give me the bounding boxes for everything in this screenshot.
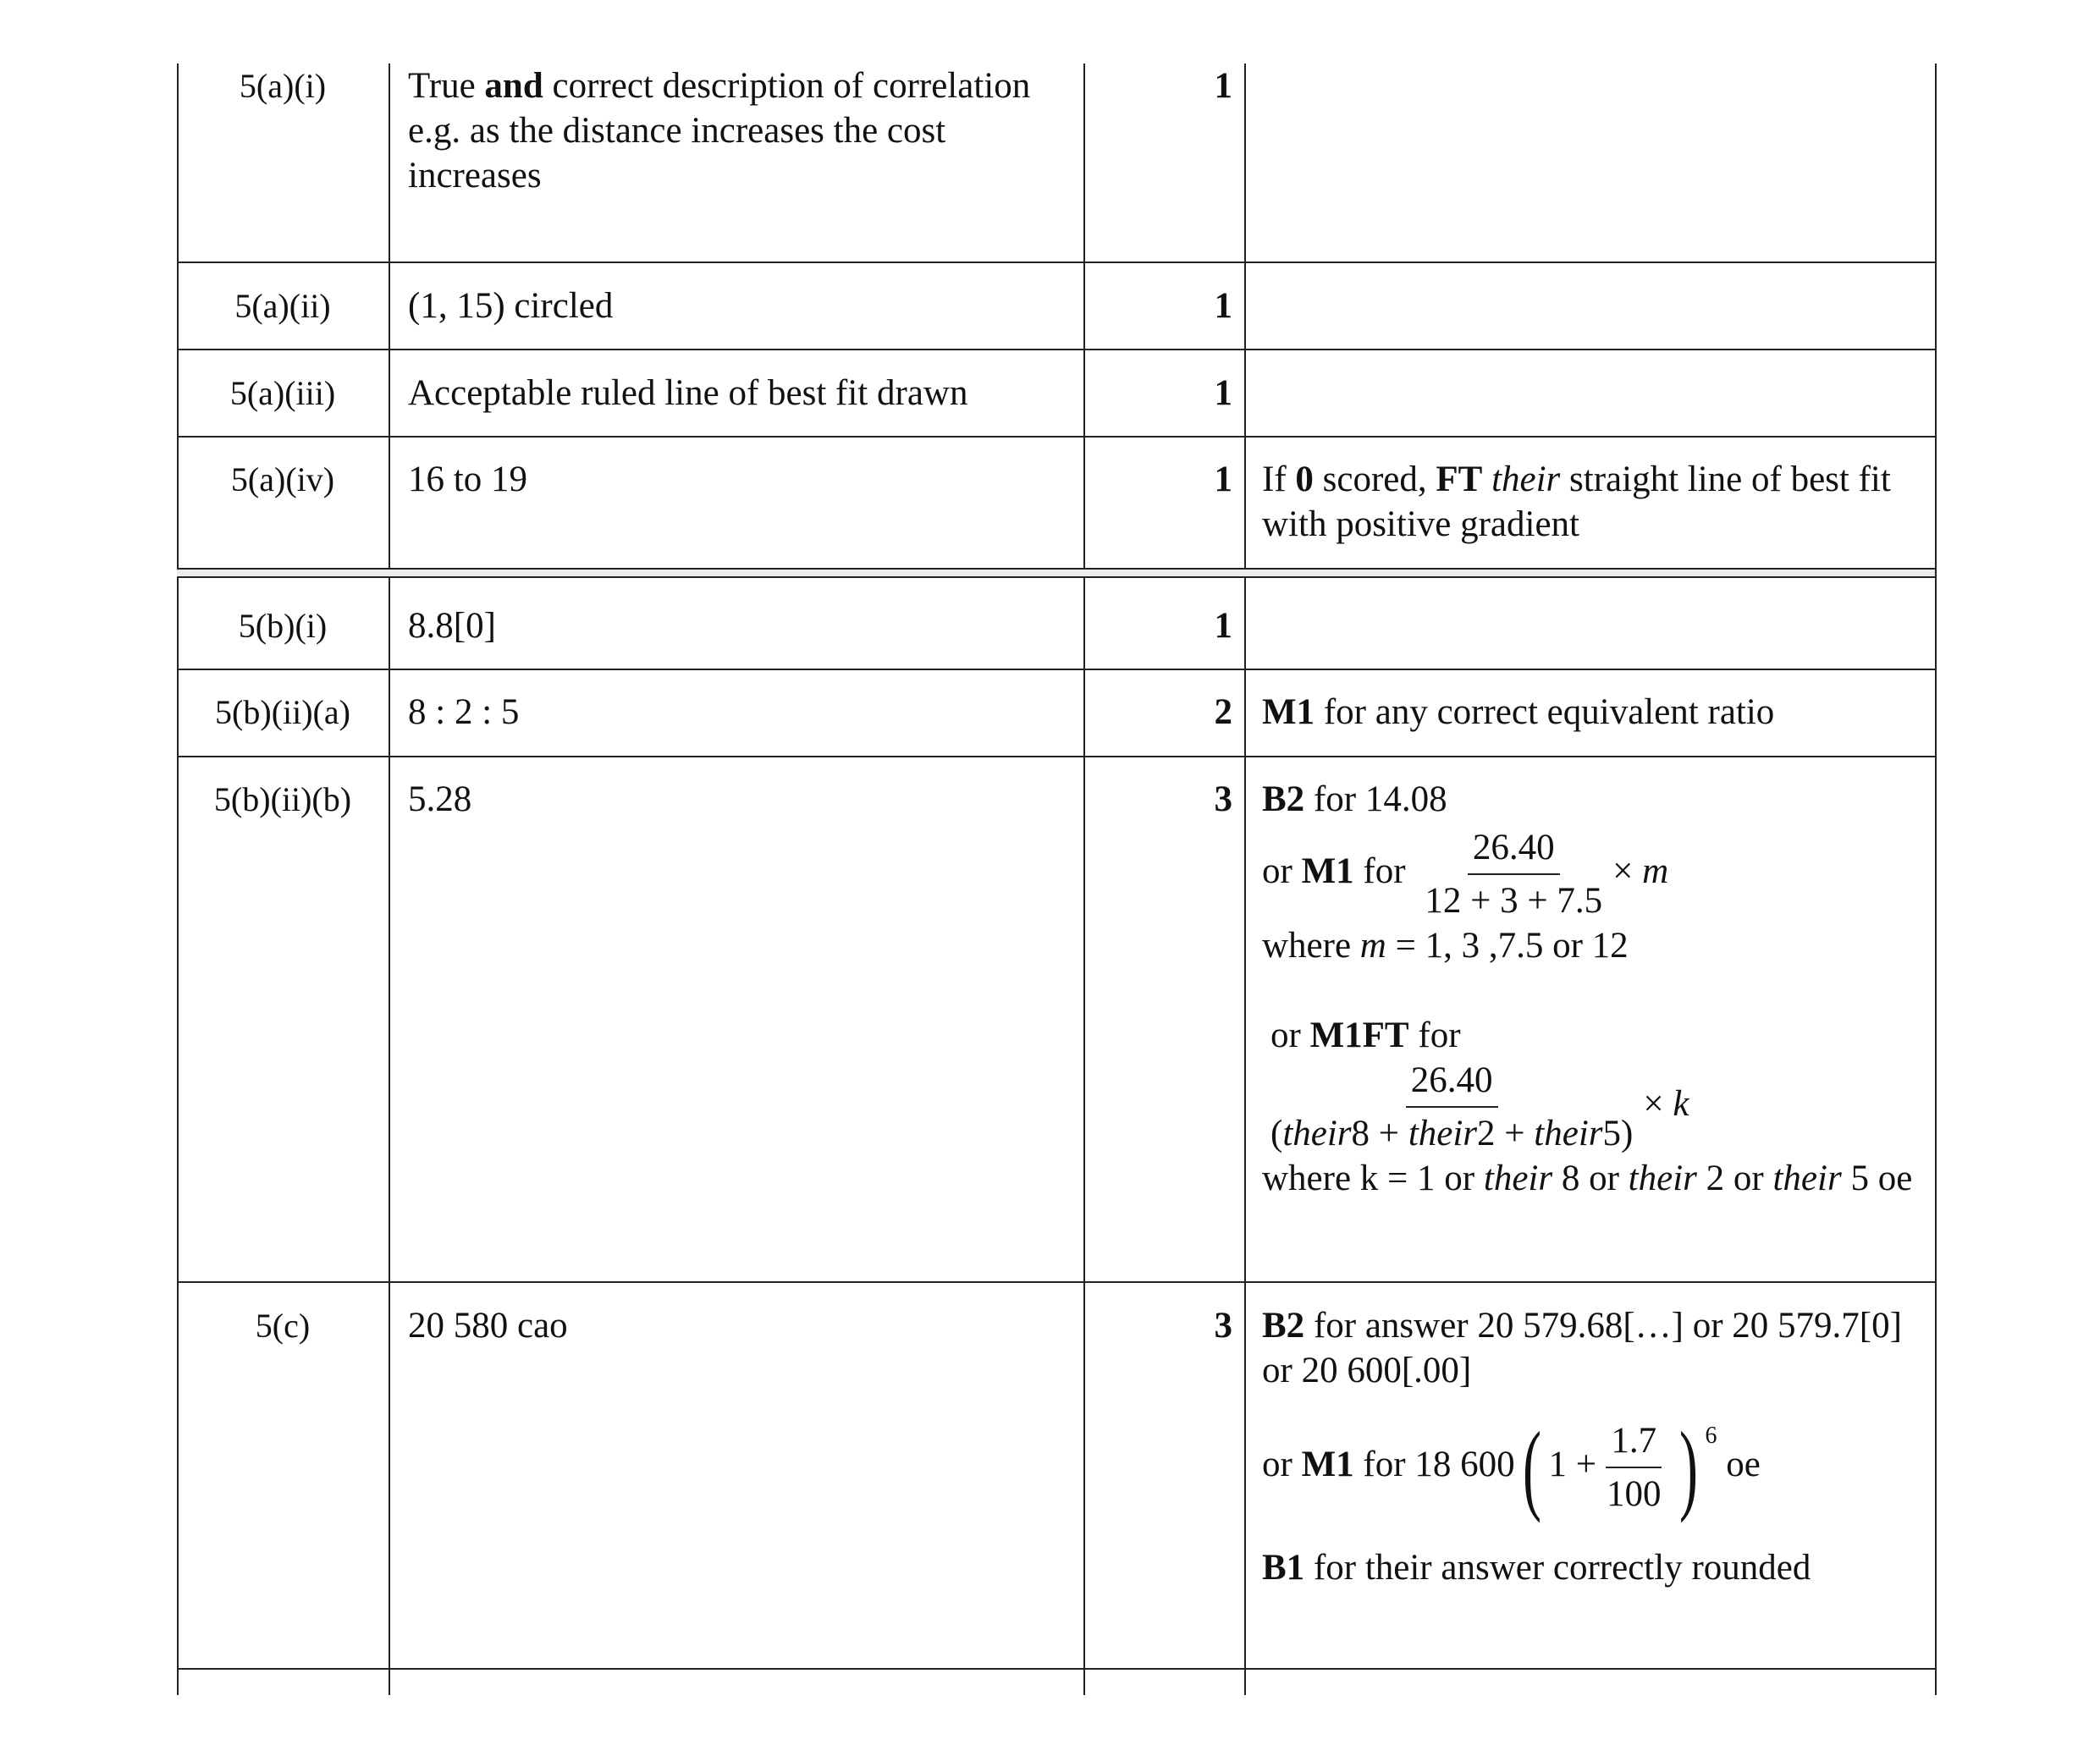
note-text xyxy=(1482,460,1491,499)
note-line: where k = 1 or their 8 or their 2 or their 5 oe xyxy=(1262,1159,1913,1198)
note-line-formula: or M1 for 18 600( 1 + $\frac{1.7}{100}$ ) $^6$ oe xyxy=(1262,1411,1761,1523)
fraction xyxy=(1265,1058,1638,1156)
marks: 3 xyxy=(1214,779,1232,819)
fraction-denominator: 12 + 3 + 7.5 xyxy=(1425,881,1603,921)
fraction xyxy=(1419,825,1607,923)
column-divider xyxy=(1244,63,1246,1695)
answer-text: (1, 15) circled xyxy=(408,286,614,326)
note-bold: M1 xyxy=(1301,1444,1354,1484)
note-bold: M1FT xyxy=(1309,1016,1409,1055)
marks: 1 xyxy=(1214,460,1232,499)
note-text: or xyxy=(1270,1016,1310,1055)
fraction xyxy=(1601,1418,1667,1517)
question-number: 5(b)(ii)(b) xyxy=(213,780,352,818)
row-divider xyxy=(177,261,1935,263)
row-divider xyxy=(177,349,1935,350)
note-bold: M1 xyxy=(1262,692,1315,732)
marks: 2 xyxy=(1214,692,1232,732)
question-number: 5(a)(iii) xyxy=(229,374,336,412)
variable: k xyxy=(1673,1083,1689,1124)
variable: m xyxy=(1359,926,1386,966)
note-bold: B2 xyxy=(1262,779,1305,819)
answer-example: e.g. as the distance increases the cost increases xyxy=(408,111,946,195)
note-line xyxy=(1262,777,1931,822)
answer-part: correct description of correlation xyxy=(543,66,1031,106)
guidance-note xyxy=(1262,690,1931,735)
section-separator xyxy=(177,568,1935,578)
note-line xyxy=(1262,1303,1931,1393)
note-text: or xyxy=(1262,850,1302,891)
question-number: 5(a)(ii) xyxy=(234,287,331,325)
row-divider xyxy=(177,1281,1935,1283)
fraction-numerator: 26.40 xyxy=(1406,1058,1498,1108)
question-number: 5(c) xyxy=(255,1307,311,1345)
marks: 1 xyxy=(1214,606,1232,646)
question-number: 5(a)(i) xyxy=(239,67,327,105)
answer-text: 20 580 cao xyxy=(408,1306,568,1346)
note-text: where xyxy=(1262,926,1360,966)
guidance-note xyxy=(1262,457,1931,547)
exponent: 6 xyxy=(1705,1423,1717,1449)
note-text: for 14.08 xyxy=(1304,779,1447,819)
times-sign: × xyxy=(1643,1083,1673,1124)
note-text: for xyxy=(1353,850,1406,891)
note-bold: M1 xyxy=(1301,850,1354,891)
note-bold: B1 xyxy=(1262,1548,1305,1588)
column-divider xyxy=(389,63,390,1695)
note-bold: B2 xyxy=(1262,1306,1305,1346)
answer-text xyxy=(408,63,1077,198)
question-number: 5(a)(iv) xyxy=(230,460,335,498)
times-sign: × xyxy=(1612,850,1643,891)
fraction-denominator: 100 xyxy=(1607,1474,1662,1514)
question-number: 5(b)(ii)(a) xyxy=(215,693,350,731)
fraction-numerator: 26.40 xyxy=(1468,825,1560,875)
answer-text: 16 to 19 xyxy=(408,460,527,499)
answer-text: 8.8[0] xyxy=(408,606,496,646)
row-divider xyxy=(177,669,1935,670)
note-text: for any correct equivalent ratio xyxy=(1315,692,1775,732)
answer-part-bold: and xyxy=(484,66,543,106)
note-bold: 0 xyxy=(1295,460,1314,499)
answer-text: 5.28 xyxy=(408,779,472,819)
note-line xyxy=(1262,923,1931,968)
variable: m xyxy=(1642,850,1669,891)
guidance-note xyxy=(1262,1303,1931,1590)
note-text: straight line of best fit with positive gradient xyxy=(1262,460,1891,544)
answer-part: True xyxy=(408,66,485,106)
marks: 1 xyxy=(1214,373,1232,413)
note-text: scored, xyxy=(1313,460,1436,499)
answer-text: 8 : 2 : 5 xyxy=(408,692,520,732)
fraction-numerator: 1.7 xyxy=(1606,1418,1662,1468)
column-divider xyxy=(1083,63,1085,1695)
row-divider xyxy=(177,1668,1935,1670)
marks: 3 xyxy=(1214,1306,1232,1346)
question-number: 5(b)(i) xyxy=(238,607,328,645)
note-line-formula xyxy=(1262,825,1931,923)
row-divider xyxy=(177,756,1935,757)
answer-text: Acceptable ruled line of best fit drawn xyxy=(408,373,968,413)
marks: 1 xyxy=(1214,286,1232,326)
note-text: for answer 20 579.68[…] or 20 579.7[0] or 20 600[.00] xyxy=(1262,1306,1902,1390)
fraction-denominator: (their8 + their2 + their5) xyxy=(1270,1114,1634,1153)
note-text: If xyxy=(1262,460,1296,499)
marks: 1 xyxy=(1214,66,1232,106)
guidance-note xyxy=(1262,777,1931,1201)
note-line xyxy=(1262,1013,1931,1058)
table-border-right xyxy=(1935,63,1937,1695)
note-bold: FT xyxy=(1436,460,1483,499)
note-line xyxy=(1262,1545,1931,1590)
note-text: for their answer correctly rounded xyxy=(1304,1548,1811,1588)
note-text: = 1, 3 ,7.5 or 12 xyxy=(1386,926,1629,966)
row-divider xyxy=(177,436,1935,438)
note-text: for xyxy=(1408,1016,1461,1055)
note-line-formula xyxy=(1265,1058,1931,1156)
note-italic: their xyxy=(1491,460,1561,499)
